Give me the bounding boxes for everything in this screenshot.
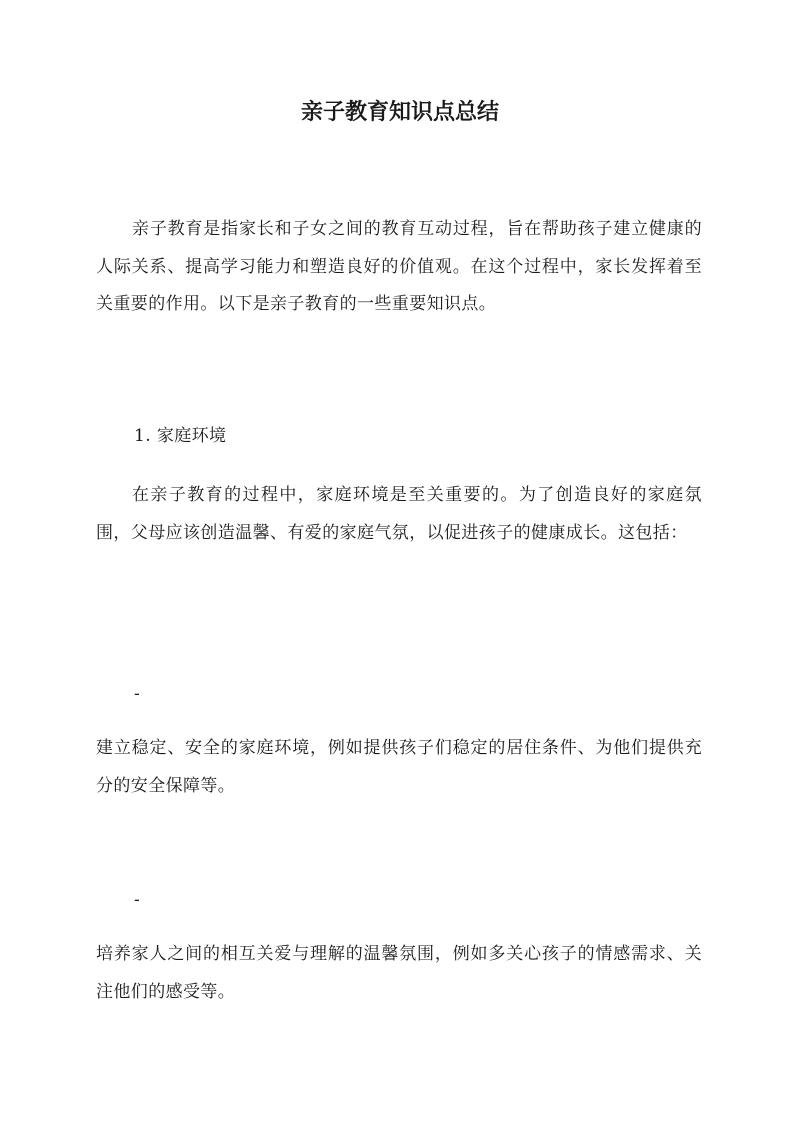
list-item-marker: - [134,684,140,704]
section-heading-family-environment: 1. 家庭环境 [134,426,227,446]
list-item-text: 建立稳定、安全的家庭环境，例如提供孩子们稳定的居住条件、为他们提供充分的安全保障等。 [96,738,702,796]
intro-paragraph: 亲子教育是指家长和子女之间的教育互动过程，旨在帮助孩子建立健康的人际关系、提高学习能力和塑造良好的价值观。在这个过程中，家长发挥着至关重要的作用。以下是亲子教育的一些重要知识点。 [96,219,702,314]
list-item-text: 培养家人之间的相互关爱与理解的温馨氛围，例如多关心孩子的情感需求、关注他们的感受等。 [96,944,702,1002]
section-body-paragraph: 在亲子教育的过程中，家庭环境是至关重要的。为了创造良好的家庭氛围，父母应该创造温馨、有爱的家庭气氛，以促进孩子的健康成长。这包括： [96,485,702,543]
document-title: 亲子教育知识点总结 [300,99,499,125]
list-item-marker: - [134,890,140,910]
